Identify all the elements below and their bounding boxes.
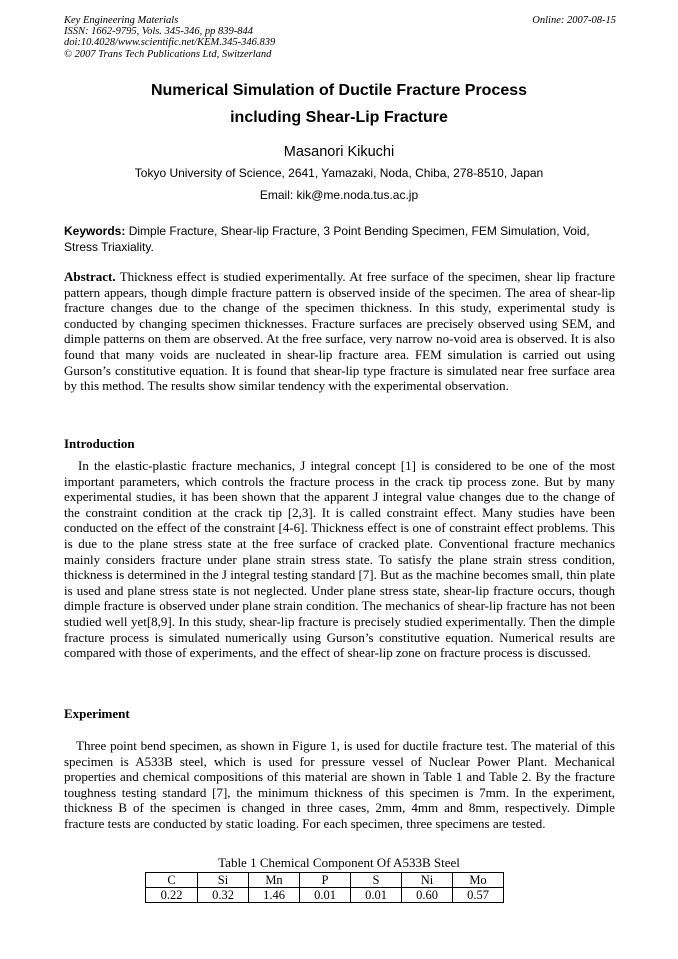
experiment-text: Three point bend specimen, as shown in Figure 1, is used for ductile fracture test. The material of this specimen is A533B steel, which is used for pressure vessel of Nuclear Power Plant. Mechanical properties and chemical compositions of this material are shown in Table 1 and Table 2. By the fracture toughness testing standard [7], the minimum thickness of this specimen is 7mm. In the experiment, thickness B of the specimen is changed in three cases, 2mm, 4mm and 8mm, respectively. Dimple fracture tests are conducted by static loading. For each specimen, three specimens are tested. [64, 738, 615, 831]
paper-title-line-1: Numerical Simulation of Ductile Fracture Process [150, 82, 528, 99]
abstract [64, 269, 615, 394]
introduction-text: In the elastic-plastic fracture mechanics, J integral concept [1] is considered to be one of the most important parameters, which controls the fracture process in the crack tip process zone. But by many experimental studies, it has been shown that the apparent J integral value changes due to the change of the constraint condition at the crack tip [2,3]. It is called constraint effect. Many studies have been conducted on the effect of the constraint [4-6]. Thickness effect is one of constraint effect problems. This is due to the plane stress state at the free surface of cracked plate. Conventional fracture mechanics mainly considers fracture under plane strain stress state. To satisfy the plane strain stress condition, thickness is determined in the J integral testing standard [7]. But as the machine becomes small, thin plate is used and plane stress state is not neglected. Under plane stress state, shear-lip fracture occurs, though dimple fracture is observed under plane strain condition. The mechanics of shear-lip fracture has not been studied well yet[8,9]. In this study, shear-lip fracture is precisely studied experimentally. Then the dimple fracture process is simulated numerically using Gurson’s constitutive equation. Numerical results are compared with those of experiments, and the effect of shear-lip zone on fracture process is discussed. [64, 458, 615, 661]
table-row [146, 888, 504, 903]
table-header-cell: Si [198, 873, 249, 888]
author-affiliation: Tokyo University of Science, 2641, Yamazaki, Noda, Chiba, 278-8510, Japan [134, 166, 544, 180]
table-header-cell: Mn [249, 873, 300, 888]
table-1-chemical-component [145, 872, 504, 903]
experiment-heading: Experiment [64, 706, 130, 721]
table-cell: 0.01 [351, 888, 402, 903]
keywords [64, 224, 616, 255]
keywords-label: Keywords: [64, 224, 126, 238]
table-header-cell: Mo [453, 873, 504, 888]
author-name: Masanori Kikuchi [283, 144, 395, 160]
table-cell: 0.01 [300, 888, 351, 903]
table-header-cell: C [146, 873, 198, 888]
table-1-caption: Table 1 Chemical Component Of A533B Steel [218, 855, 460, 870]
table-header-cell: Ni [402, 873, 453, 888]
table-cell: 0.22 [146, 888, 198, 903]
table-cell: 1.46 [249, 888, 300, 903]
table-cell: 0.57 [453, 888, 504, 903]
table-header-row [146, 873, 504, 888]
doi-line[interactable]: doi:10.4028/www.scientific.net/KEM.345-346.839 [64, 37, 276, 49]
introduction-heading: Introduction [64, 436, 135, 451]
online-date: Online: 2007-08-15 [532, 15, 616, 26]
table-cell: 0.32 [198, 888, 249, 903]
paper-title-line-2: including Shear-Lip Fracture [230, 109, 448, 126]
author-email[interactable]: Email: kik@me.noda.tus.ac.jp [259, 188, 419, 202]
table-cell: 0.60 [402, 888, 453, 903]
abstract-text: Thickness effect is studied experimentally. At free surface of the specimen, shear lip fracture pattern appears, though dimple fracture pattern is observed inside of the specimen. The area of shear-lip fracture changes due to the change of the specimen thickness. In this study, experimental study is conducted by changing specimen thicknesses. Fracture surfaces are precisely observed using SEM, and dimple patterns on them are observed. At the free surface, very narrow no-void area is observed. It is also found that many voids are nucleated in shear-lip fracture area. FEM simulation is carried out using Gurson’s constitutive equation. It is found that shear-lip type fracture is simulated near free surface area by this method. The results show similar tendency with the experimental observation. [64, 269, 615, 394]
table-header-cell: P [300, 873, 351, 888]
journal-name: Key Engineering Materials [64, 15, 179, 26]
issn-line: ISSN: 1662-9795, Vols. 345-346, pp 839-844 [64, 26, 253, 38]
journal-header [64, 15, 616, 60]
copyright-line: © 2007 Trans Tech Publications Ltd, Switzerland [64, 48, 272, 60]
abstract-label: Abstract. [64, 269, 116, 284]
keywords-text: Dimple Fracture, Shear-lip Fracture, 3 Point Bending Specimen, FEM Simulation, Void, Stress Triaxiality. [64, 224, 590, 254]
table-header-cell: S [351, 873, 402, 888]
